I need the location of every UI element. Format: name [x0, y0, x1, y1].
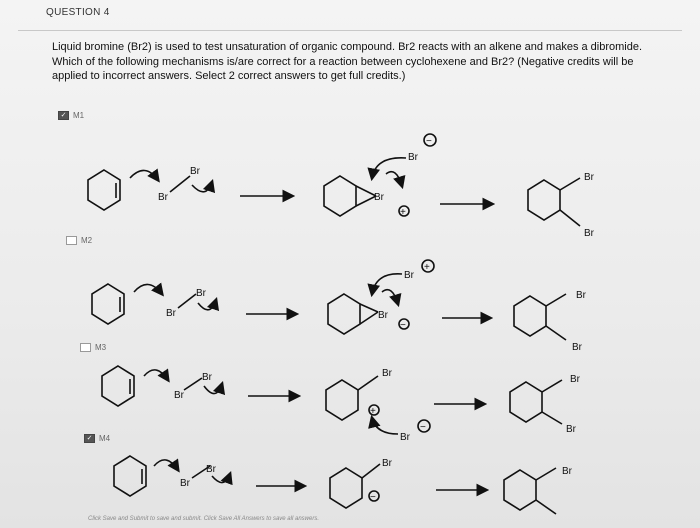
m3-curved-arrow	[144, 370, 168, 380]
m2-curved-arrow	[134, 284, 162, 294]
m1-reactant-cyclohexene	[88, 170, 120, 210]
question-text: Liquid bromine (Br2) is used to test unsaturation of organic compound. Br2 reacts with an alkene and makes a dibromide. Which of the following mechanisms is/are correct for a reaction between cyclohexene and Br2? (Negative credits will be applied to incorrect answers. Select 2 correct answers to get full credits.)	[52, 41, 643, 82]
m2-product-br-bottom: Br	[572, 342, 582, 353]
m3-product-br-top: Br	[570, 374, 580, 385]
m2-product-br-top: Br	[576, 290, 586, 301]
question-number: QUESTION 4	[46, 7, 110, 18]
m4-br-left: Br	[180, 478, 190, 489]
m3-bromine-molecule	[174, 372, 222, 401]
m2-br-left: Br	[166, 308, 176, 319]
m4-product-dibromide	[504, 466, 573, 514]
m3-attached-br: Br	[382, 368, 392, 379]
m1-product-br-top: Br	[584, 172, 594, 183]
m1-product-dibromide	[528, 172, 595, 239]
m3-plus-charge: +	[370, 406, 376, 417]
m4-minus-charge: −	[370, 492, 376, 503]
m2-bromide: Br	[404, 270, 414, 281]
m4-curved-arrow	[154, 460, 178, 470]
m3-br-right: Br	[202, 372, 212, 383]
m3-minus-charge: −	[420, 422, 426, 433]
m4-reactant-cyclohexene	[114, 456, 146, 496]
m1-bromide: Br	[408, 152, 418, 163]
option-label: M2	[81, 236, 93, 245]
m4-br-right: Br	[206, 464, 216, 475]
m4-bromine-molecule	[180, 464, 230, 489]
m2-product-dibromide	[514, 290, 587, 353]
m1-bromonium-intermediate	[324, 134, 436, 218]
m2-bromine-molecule	[166, 288, 216, 319]
m2-bromonium-intermediate	[328, 260, 434, 334]
m1-br-right: Br	[190, 166, 200, 177]
m2-br-right: Br	[196, 288, 206, 299]
m3-product-br-bottom: Br	[566, 424, 576, 435]
m2-plus-charge: +	[424, 262, 430, 273]
m1-plus-charge: +	[400, 207, 406, 218]
option-label: M4	[99, 434, 111, 443]
m4-carbanion-intermediate	[330, 458, 393, 508]
m2-bridged-br: Br	[378, 310, 388, 321]
m3-bromide: Br	[400, 432, 410, 443]
m2-reactant-cyclohexene	[92, 284, 124, 324]
m1-bromine-molecule	[158, 166, 212, 203]
m1-curved-arrow	[130, 170, 158, 180]
m3-reactant-cyclohexene	[102, 366, 134, 406]
m3-br-left: Br	[174, 390, 184, 401]
m1-br-left: Br	[158, 192, 168, 203]
m1-minus-charge: −	[426, 136, 432, 147]
option-label: M1	[73, 111, 85, 120]
m2-minus-charge: −	[400, 320, 406, 331]
m1-product-br-bottom: Br	[584, 228, 594, 239]
option-label: M3	[95, 343, 107, 352]
m3-carbocation-intermediate	[326, 368, 430, 443]
m4-product-br-top: Br	[562, 466, 572, 477]
m3-product-dibromide	[510, 374, 581, 435]
m1-bridged-br: Br	[374, 192, 384, 203]
footer-instructions: Click Save and Submit to save and submit. Click Save All Answers to save all answers.	[88, 516, 319, 522]
m4-attached-br: Br	[382, 458, 392, 469]
